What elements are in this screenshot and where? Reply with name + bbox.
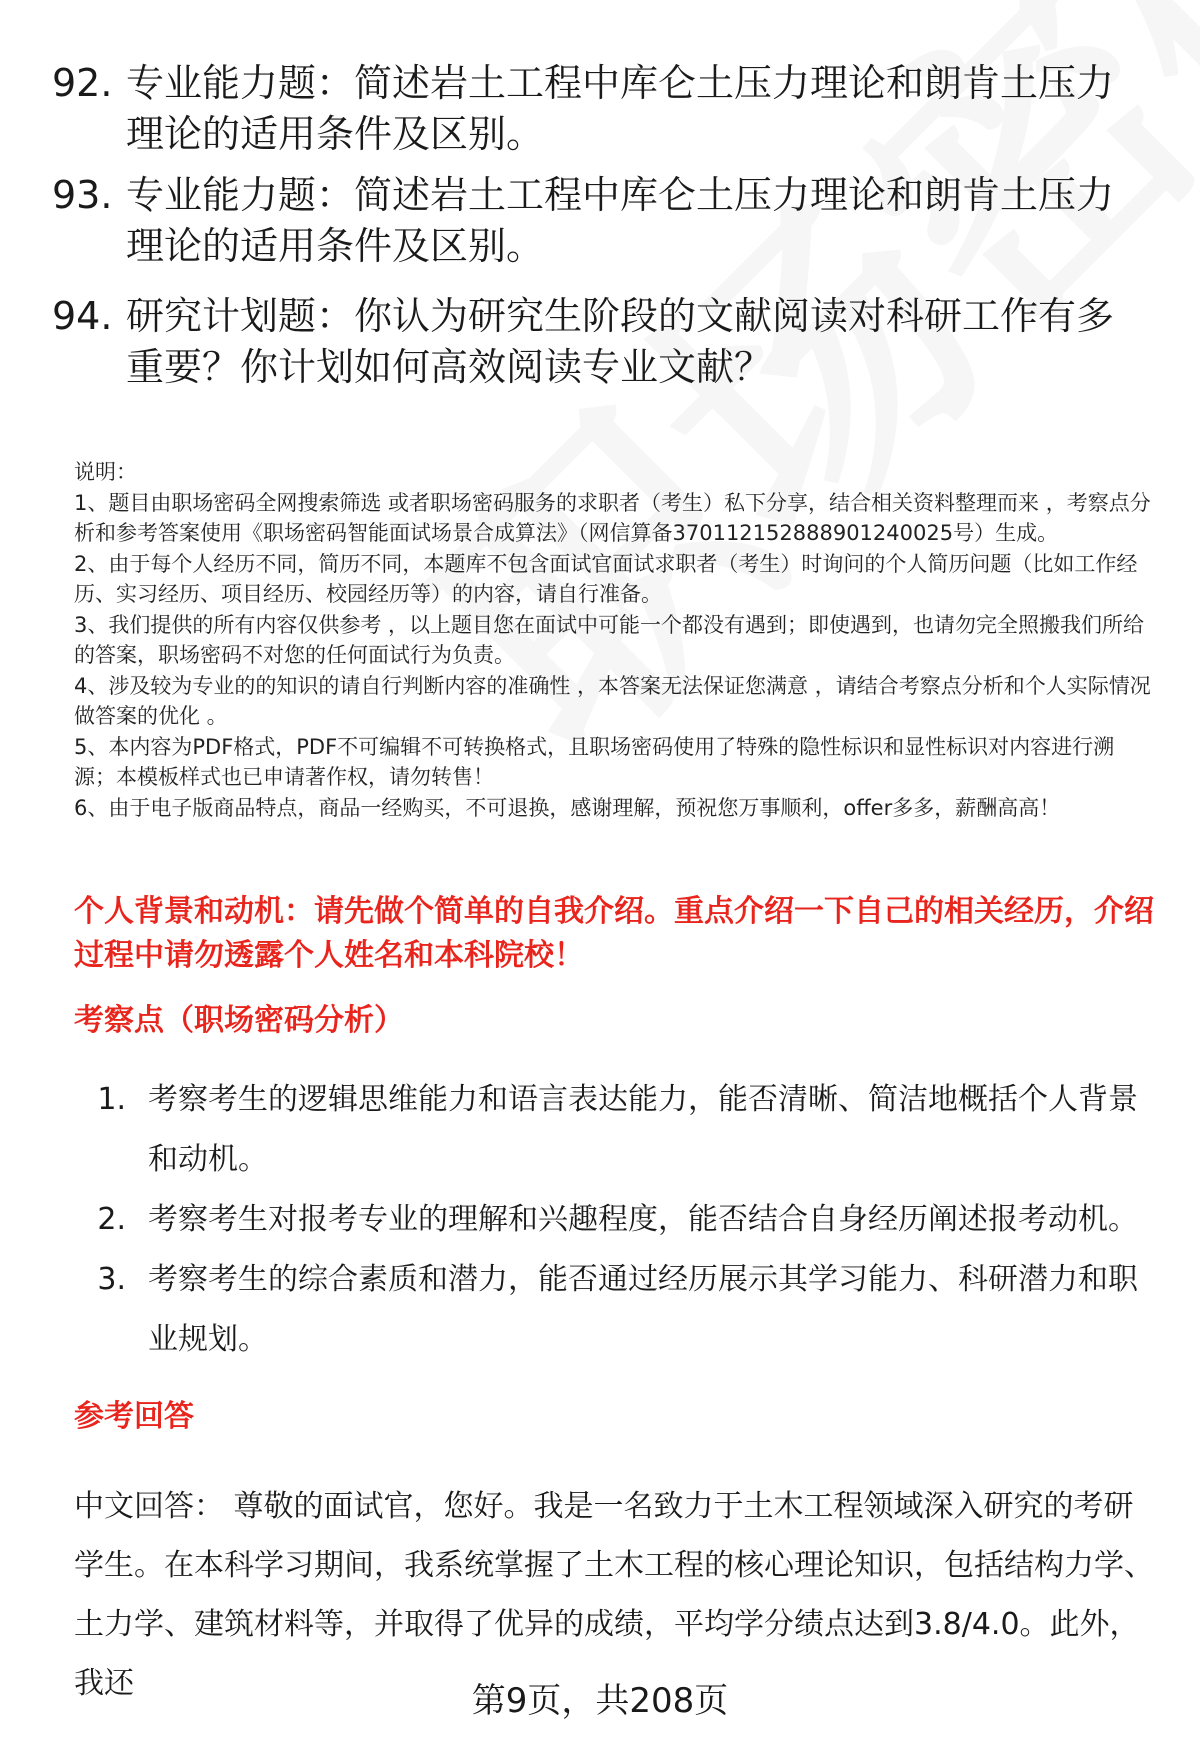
note-item: 4、涉及较为专业的的知识的请自行判断内容的准确性 ，本答案无法保证您满意 ，请结合考察点分析和个人实际情况做答案的优化 。 xyxy=(74,673,1151,728)
point-number: 2. xyxy=(97,1202,126,1237)
question-number: 93. xyxy=(52,173,113,217)
analysis-point xyxy=(74,1190,1154,1250)
question-94 xyxy=(52,291,1142,393)
point-text: 考察考生的逻辑思维能力和语言表达能力，能否清晰、简洁地概括个人背景和动机。 xyxy=(148,1082,1138,1177)
question-text: 专业能力题：简述岩土工程中库仑土压力理论和朗肯土压力理论的适用条件及区别。 xyxy=(126,61,1115,156)
notes-block xyxy=(74,457,1154,823)
answer-text: 中文回答： 尊敬的面试官，您好。我是一名致力于土木工程领域深入研究的考研学生。在本科学习期间，我系统掌握了土木工程的核心理论知识，包括结构力学、土力学、建筑材料等，并取得了优异的成绩，平均学分绩点达到3.8/4.0。此外，我还 xyxy=(74,1489,1154,1701)
question-text: 专业能力题：简述岩土工程中库仑土压力理论和朗肯土压力理论的适用条件及区别。 xyxy=(126,173,1115,268)
answer-heading: 参考回答 xyxy=(74,1399,194,1434)
section-question: 个人背景和动机：请先做个简单的自我介绍。重点介绍一下自己的相关经历，介绍过程中请勿透露个人姓名和本科院校！ xyxy=(74,894,1154,973)
question-93 xyxy=(52,170,1142,272)
note-item: 1、题目由职场密码全网搜索筛选 或者职场密码服务的求职者（考生）私下分享，结合相关资料整理而来 ，考察点分析和参考答案使用《职场密码智能面试场景合成算法》（网信算备370112152888901240025号）生成。 xyxy=(74,490,1151,545)
analysis-point xyxy=(74,1070,1154,1190)
question-number: 94. xyxy=(52,294,113,338)
point-text: 考察考生的综合素质和潜力，能否通过经历展示其学习能力、科研潜力和职业规划。 xyxy=(148,1262,1138,1357)
note-item: 3、我们提供的所有内容仅供参考 ，以上题目您在面试中可能一个都没有遇到；即使遇到，也请勿完全照搬我们所给的答案，职场密码不对您的任何面试行为负责。 xyxy=(74,612,1145,667)
notes-title: 说明： xyxy=(74,460,137,484)
note-item: 6、由于电子版商品特点，商品一经购买，不可退换，感谢理解，预祝您万事顺利，offer多多，薪酬高高！ xyxy=(74,795,1061,820)
question-92 xyxy=(52,58,1142,160)
question-text: 研究计划题：你认为研究生阶段的文献阅读对科研工作有多重要？你计划如何高效阅读专业文献？ xyxy=(126,294,1115,389)
point-number: 1. xyxy=(97,1082,126,1117)
note-item: 2、由于每个人经历不同，简历不同，本题库不包含面试官面试求职者（考生）时询问的个人简历问题（比如工作经历、实习经历、项目经历、校园经历等）的内容，请自行准备。 xyxy=(74,551,1138,606)
question-number: 92. xyxy=(52,61,113,105)
point-number: 3. xyxy=(97,1262,126,1297)
analysis-points xyxy=(74,1070,1154,1370)
analysis-point xyxy=(74,1250,1154,1370)
page-footer: 第9页，共208页 xyxy=(471,1681,729,1721)
point-text: 考察考生对报考专业的理解和兴趣程度，能否结合自身经历阐述报考动机。 xyxy=(148,1202,1138,1237)
analysis-heading: 考察点（职场密码分析） xyxy=(74,1003,404,1038)
note-item: 5、本内容为PDF格式，PDF不可编辑不可转换格式，且职场密码使用了特殊的隐性标识和显性标识对内容进行溯源；本模板样式也已申请著作权，请勿转售！ xyxy=(74,734,1115,789)
